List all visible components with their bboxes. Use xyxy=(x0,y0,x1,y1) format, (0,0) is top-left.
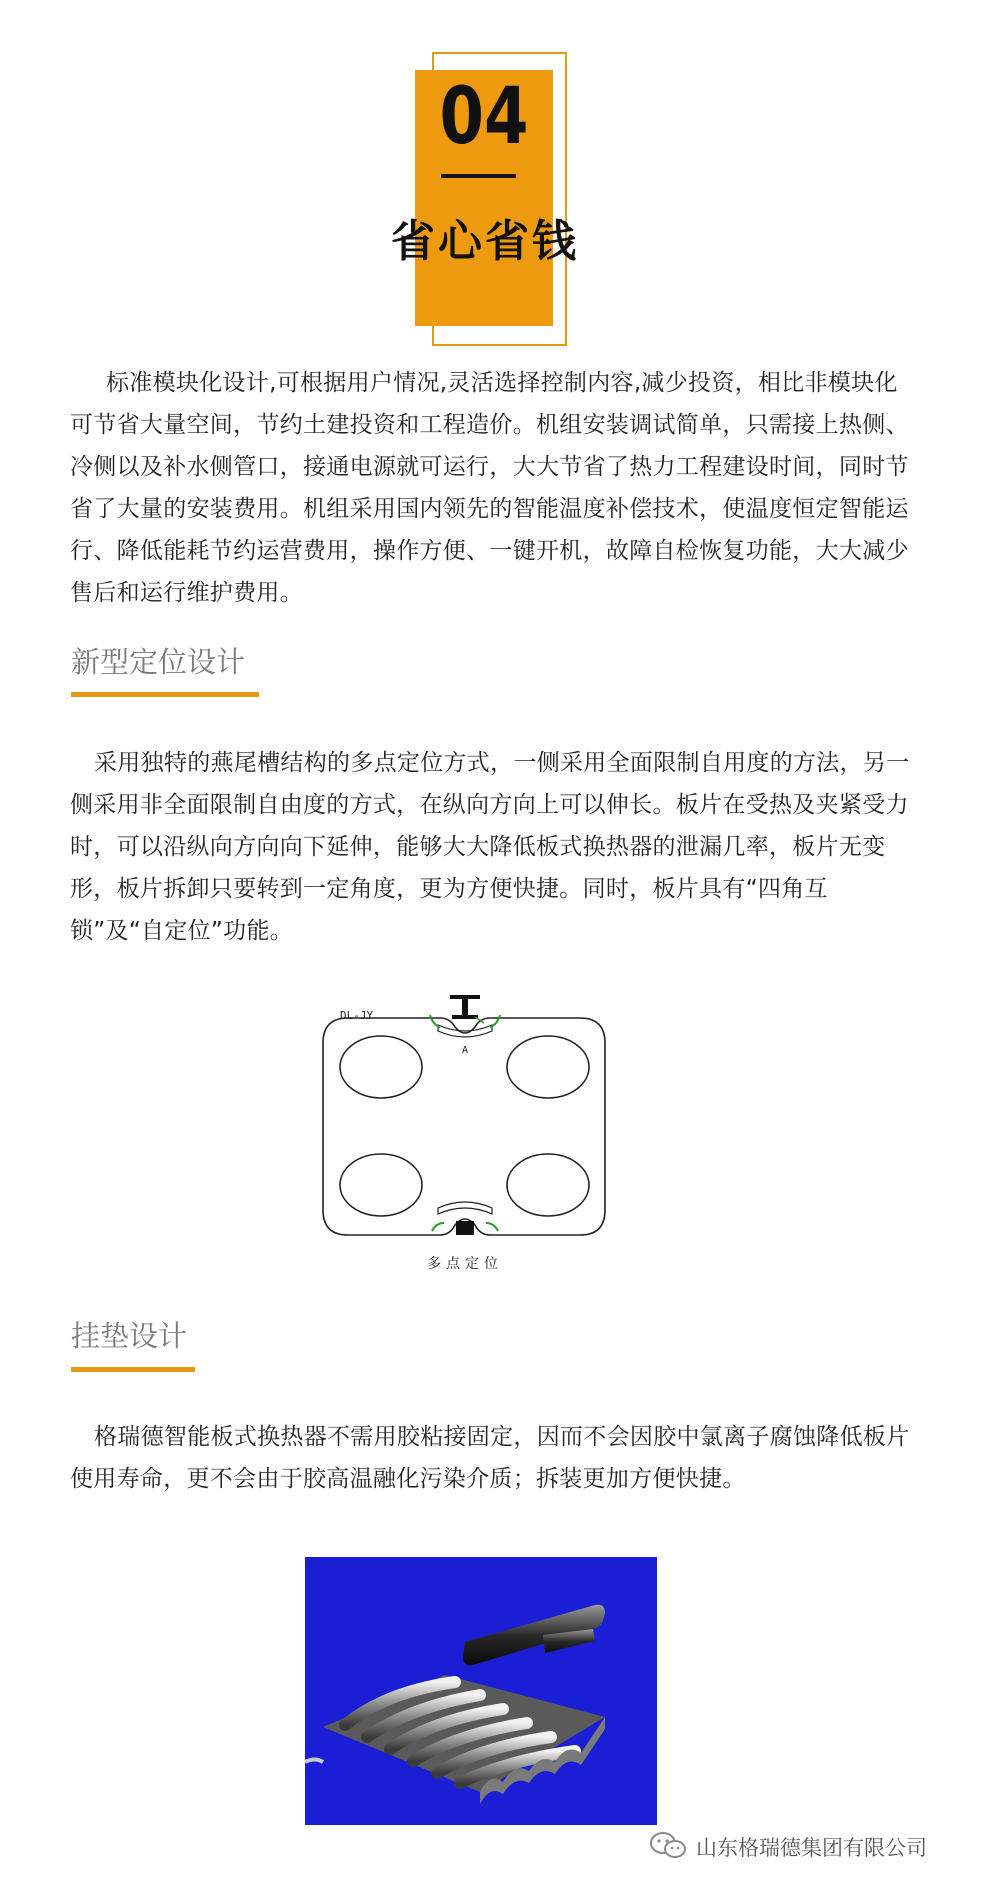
account-watermark xyxy=(648,1830,978,1864)
gasket-render-image xyxy=(305,1557,657,1825)
section-heading-gasket: 挂垫设计 xyxy=(71,1319,188,1353)
gasket-paragraph: 格瑞德智能板式换热器不需用胶粘接固定，因而不会因胶中氯离子腐蚀降低板片使用寿命，更不会由于胶高温融化污染介质；拆装更加方便快捷。 xyxy=(70,1424,910,1492)
section-heading-positioning: 新型定位设计 xyxy=(71,645,246,679)
diagram-model-label: DL-JY xyxy=(340,1009,374,1022)
watermark-text: 山东格瑞德集团有限公司 xyxy=(696,1836,927,1860)
badge-divider xyxy=(441,174,516,178)
section-number: 04 xyxy=(439,72,529,162)
section-title: 省心省钱 xyxy=(391,216,579,267)
heading-underline xyxy=(71,1367,195,1372)
wechat-icon xyxy=(648,1830,688,1862)
intro-paragraph: 标准模块化设计,可根据用户情况,灵活选择控制内容,减少投资，相比非模块化可节省大量空间，节约土建投资和工程造价。机组安装调试简单，只需接上热侧、冷侧以及补水侧管口，接通电源就可运行，大大节省了热力工程建设时间，同时节省了大量的安装费用。机组采用国内领先的智能温度补偿技术，使温度恒定智能运行、降低能耗节约运营费用，操作方便、一键开机，故障自检恢复功能，大大减少售后和运行维护费用。 xyxy=(70,370,909,606)
heading-underline xyxy=(71,692,259,697)
positioning-paragraph: 采用独特的燕尾槽结构的多点定位方式，一侧采用全面限制自用度的方法，另一侧采用非全面限制自由度的方式，在纵向方向上可以伸长。板片在受热及夹紧受力时，可以沿纵向方向向下延伸，能够大大降低板式换热器的泄漏几率，板片无变形，板片拆卸只要转到一定角度，更为方便快捷。同时，板片具有“四角互锁”及“自定位”功能。 xyxy=(70,750,910,944)
diagram-point-label: A xyxy=(462,1045,469,1056)
diagram-caption: 多点定位 xyxy=(427,1256,503,1272)
multi-point-positioning-diagram xyxy=(318,995,610,1277)
